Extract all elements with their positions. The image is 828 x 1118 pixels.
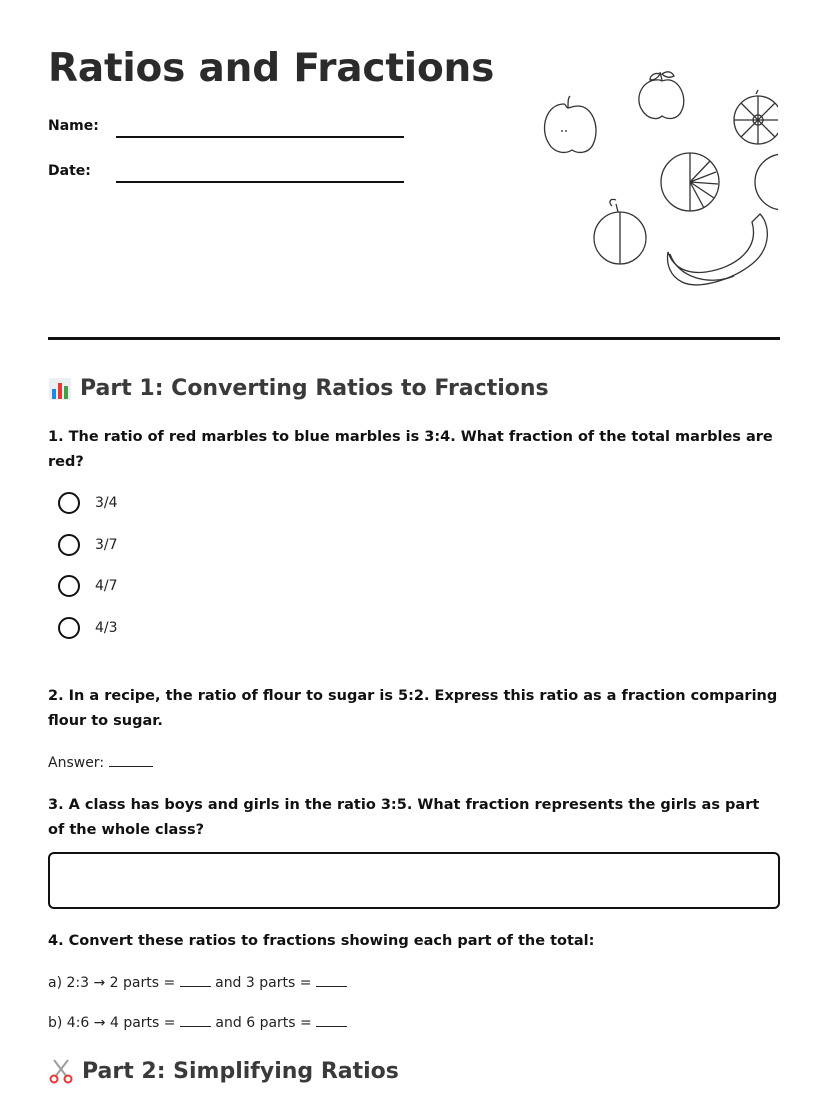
date-line[interactable] <box>116 181 404 183</box>
q4b-blank-1[interactable] <box>180 1012 211 1027</box>
q2-answer-line <box>48 752 153 771</box>
banana-drawing <box>668 214 768 285</box>
q4a-blank-2[interactable] <box>316 972 347 987</box>
q4b-middle: and 6 parts = <box>215 1015 312 1031</box>
part1-title <box>48 376 549 401</box>
section-divider <box>48 337 780 340</box>
question-4: 4. Convert these ratios to fractions showing each part of the total: <box>48 933 595 949</box>
radio-button[interactable] <box>58 617 80 639</box>
q1-option-3[interactable] <box>58 575 118 597</box>
fruit-illustration <box>538 68 778 292</box>
q1-option-1[interactable] <box>58 492 118 514</box>
q4-part-a <box>48 972 347 991</box>
apple-drawing-2 <box>639 72 684 119</box>
question-1: 1. The ratio of red marbles to blue marbles is 3:4. What fraction of the total marbles are red? <box>48 429 773 470</box>
name-field <box>48 118 99 134</box>
answer-blank[interactable] <box>109 752 153 767</box>
option-label: 4/7 <box>95 578 118 594</box>
orange-half-drawing-2 <box>755 154 778 210</box>
option-label: 3/7 <box>95 537 118 553</box>
radio-button[interactable] <box>58 575 80 597</box>
answer-label: Answer: <box>48 755 105 771</box>
date-field <box>48 163 91 179</box>
orange-half-drawing <box>661 153 719 211</box>
q4b-blank-2[interactable] <box>316 1012 347 1027</box>
q1-option-2[interactable] <box>58 534 118 556</box>
part2-title-text: Part 2: Simplifying Ratios <box>82 1058 399 1084</box>
apple-drawing-3 <box>594 199 646 264</box>
apple-drawing <box>545 96 596 152</box>
q4b-prefix: b) 4:6 → 4 parts = <box>48 1015 176 1031</box>
name-label: Name: <box>48 118 99 134</box>
bar-chart-icon <box>48 377 72 401</box>
question-3: 3. A class has boys and girls in the ratio 3:5. What fraction represents the girls as part of the whole class? <box>48 797 760 838</box>
option-label: 3/4 <box>95 495 118 511</box>
q4a-blank-1[interactable] <box>180 972 211 987</box>
radio-button[interactable] <box>58 492 80 514</box>
worksheet-title: Ratios and Fractions <box>48 46 495 91</box>
radio-button[interactable] <box>58 534 80 556</box>
q4a-middle: and 3 parts = <box>215 975 312 991</box>
part1-title-text: Part 1: Converting Ratios to Fractions <box>80 376 549 401</box>
part2-title <box>48 1058 399 1084</box>
q1-option-4[interactable] <box>58 617 118 639</box>
option-label: 4/3 <box>95 620 118 636</box>
name-line[interactable] <box>116 136 404 138</box>
orange-drawing <box>734 90 778 144</box>
date-label: Date: <box>48 163 91 179</box>
q4a-prefix: a) 2:3 → 2 parts = <box>48 975 176 991</box>
scissors-icon <box>48 1058 74 1084</box>
q4-part-b <box>48 1012 347 1031</box>
question-2: 2. In a recipe, the ratio of flour to sugar is 5:2. Express this ratio as a fraction comparing flour to sugar. <box>48 688 778 729</box>
q3-answer-box[interactable] <box>48 852 780 909</box>
